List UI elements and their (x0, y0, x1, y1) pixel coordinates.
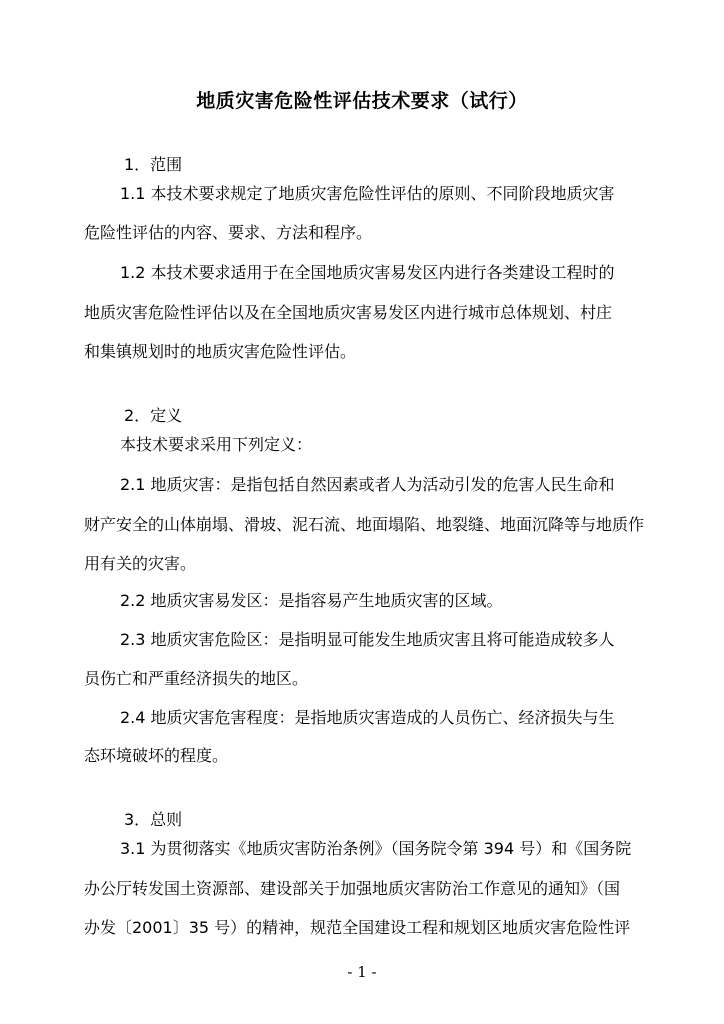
document-title: 地质灾害危险性评估技术要求（试行） (196, 90, 528, 112)
section-heading-general: 3．总则 (124, 810, 183, 829)
section-heading-definitions: 2．定义 (124, 406, 183, 425)
paragraph-line: 1.1 本技术要求规定了地质灾害危险性评估的原则、不同阶段地质灾害 (120, 184, 615, 203)
paragraph-line: 危险性评估的内容、要求、方法和程序。 (84, 223, 373, 242)
paragraph-line: 财产安全的山体崩塌、滑坡、泥石流、地面塌陷、地裂缝、地面沉降等与地质作 (84, 515, 645, 534)
paragraph-line: 2.1 地质灾害：是指包括自然因素或者人为活动引发的危害人民生命和 (120, 475, 615, 494)
paragraph-line: 员伤亡和严重经济损失的地区。 (84, 669, 309, 688)
paragraph-line: 和集镇规划时的地质灾害危险性评估。 (84, 342, 357, 361)
paragraph-line: 本技术要求采用下列定义： (120, 435, 313, 454)
paragraph-line: 态环境破坏的程度。 (84, 746, 229, 765)
paragraph-line: 用有关的灾害。 (84, 554, 197, 573)
paragraph-line: 1.2 本技术要求适用于在全国地质灾害易发区内进行各类建设工程时的 (120, 263, 615, 282)
paragraph-line: 办发〔2001〕35 号）的精神，规范全国建设工程和规划区地质灾害危险性评 (84, 918, 631, 937)
paragraph-line: 2.3 地质灾害危险区：是指明显可能发生地质灾害且将可能造成较多人 (120, 630, 615, 649)
page-number: - 1 - (347, 963, 377, 981)
paragraph-line: 办公厅转发国土资源部、建设部关于加强地质灾害防治工作意见的通知》（国 (84, 879, 621, 898)
paragraph-line: 3.1 为贯彻落实《地质灾害防治条例》（国务院令第 394 号）和《国务院 (120, 839, 632, 858)
paragraph-line: 2.4 地质灾害危害程度：是指地质灾害造成的人员伤亡、经济损失与生 (120, 708, 615, 727)
section-heading-scope: 1．范围 (124, 155, 183, 174)
paragraph-line: 2.2 地质灾害易发区：是指容易产生地质灾害的区域。 (120, 591, 503, 610)
paragraph-line: 地质灾害危险性评估以及在全国地质灾害易发区内进行城市总体规划、村庄 (84, 303, 613, 322)
